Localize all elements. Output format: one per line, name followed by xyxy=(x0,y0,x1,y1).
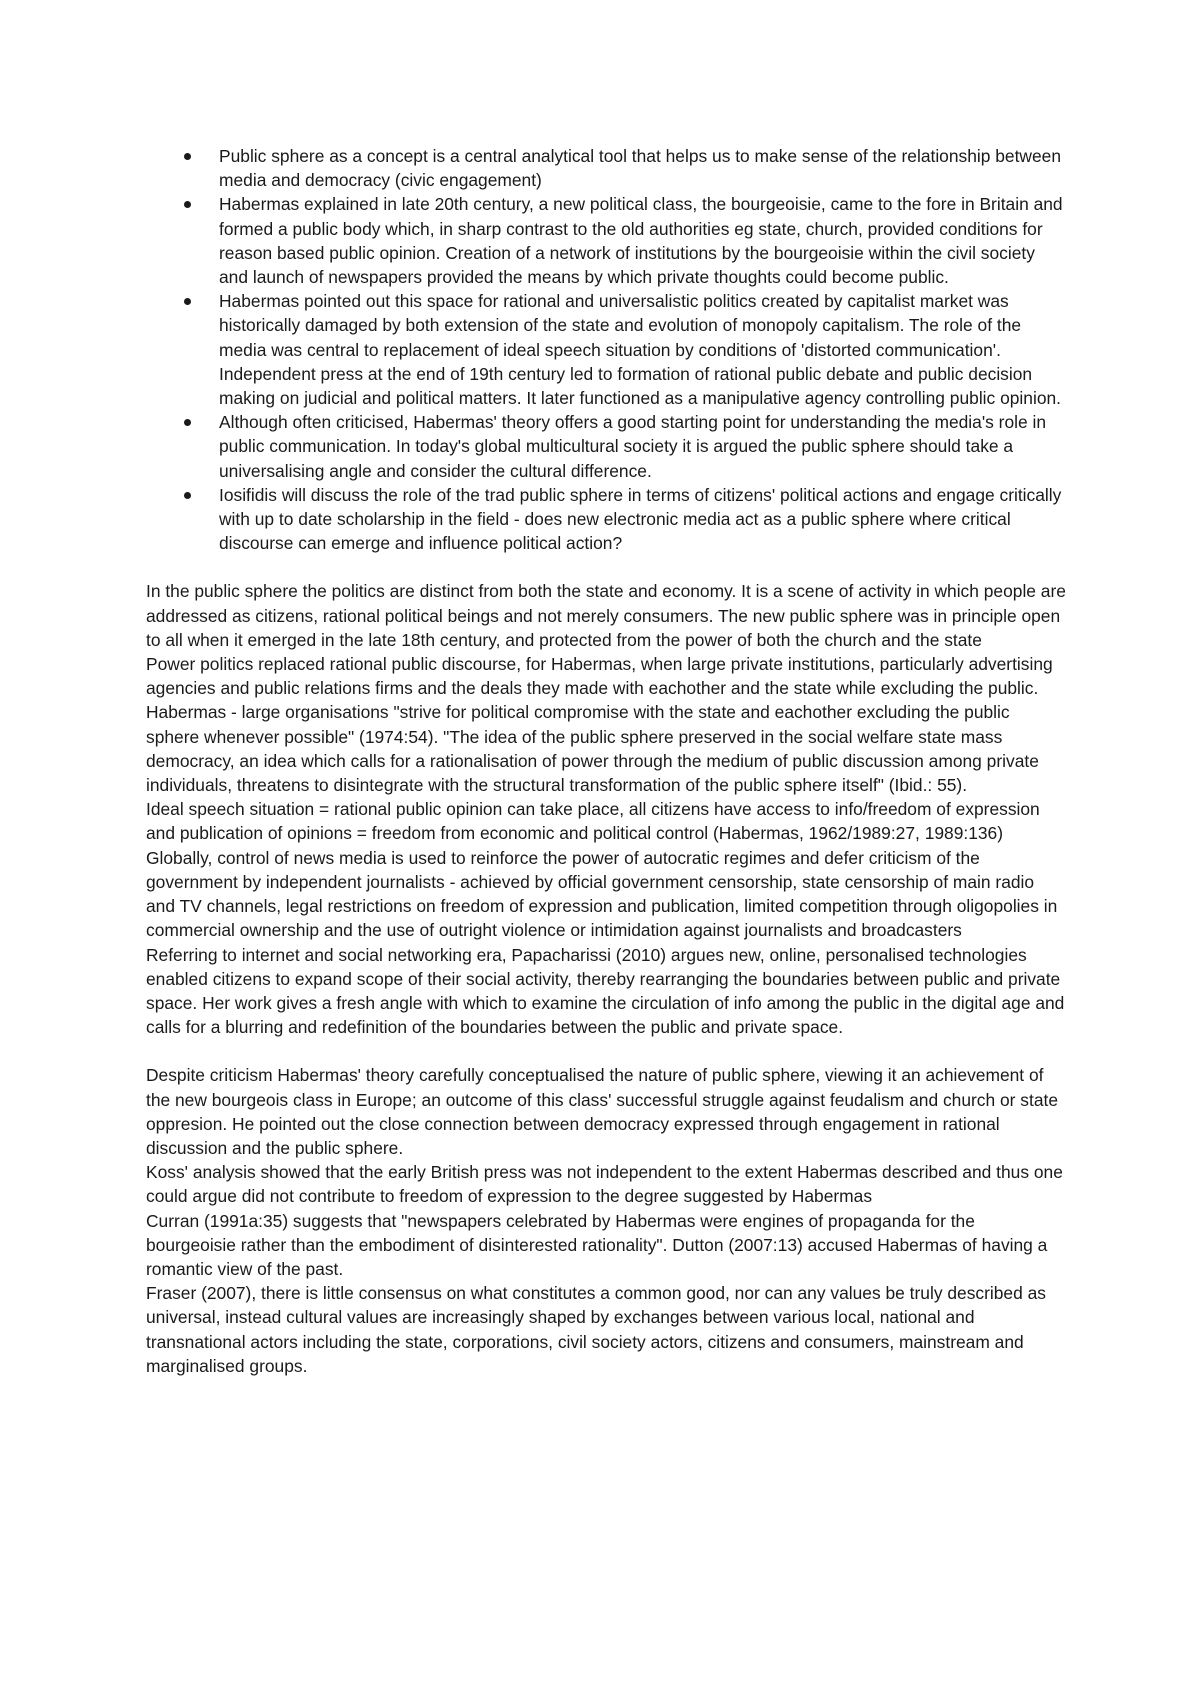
paragraph-koss-analysis: Koss' analysis showed that the early British press was not independent to the extent Habermas described and thus one could argue did not contribute to freedom of expression to the degree suggested by Habermas xyxy=(146,1162,1063,1207)
bullet-item-habermas-bourgeoisie: Habermas explained in late 20th century, a new political class, the bourgeoisie, came to the fore in Britain and formed a public body which, in sharp contrast to the old authorities eg state, church, provided conditions for reason based public opinion. Creation of a network of institutions by the bourgeoisie within the civil society and launch of newspapers provided the means by which private thoughts could become public. xyxy=(219,192,1066,289)
body-section-2 xyxy=(146,1063,1066,1378)
body-section-1 xyxy=(146,579,1066,1039)
bullet-item-public-sphere-concept: Public sphere as a concept is a central analytical tool that helps us to make sense of the relationship between media and democracy (civic engagement) xyxy=(219,144,1066,192)
bullet-list xyxy=(146,144,1066,555)
paragraph-global-news-control: Globally, control of news media is used to reinforce the power of autocratic regimes and defer criticism of the government by independent journalists - achieved by official government censorship, state censorship of main radio and TV channels, legal restrictions on freedom of expression and publication, limited competition through oligopolies in commercial ownership and the use of outright violence or intimidation against journalists and broadcasters xyxy=(146,847,1058,941)
paragraph-papacharissi: Referring to internet and social networking era, Papacharissi (2010) argues new, online, personalised technologies enabled citizens to expand scope of their social activity, thereby rearranging the boundaries between public and private space. Her work gives a fresh angle with which to examine the circulation of info among the public in the digital age and calls for a blurring and redefinition of the boundaries between the public and private space. xyxy=(146,944,1065,1038)
paragraph-public-sphere-politics: In the public sphere the politics are distinct from both the state and economy. It is a scene of activity in which people are addressed as citizens, rational political beings and not merely consumers. The new public sphere was in principle open to all when it emerged in the late 18th century, and protected from the power of both the church and the state xyxy=(146,581,1066,650)
document-page xyxy=(146,144,1066,1378)
paragraph-gap xyxy=(146,555,1066,579)
paragraph-ideal-speech-situation: Ideal speech situation = rational public opinion can take place, all citizens have access to info/freedom of expression and publication of opinions = freedom from economic and political control (Habermas, 1962/1989:27, 1989:136) xyxy=(146,799,1040,844)
bullet-item-rational-politics-damaged: Habermas pointed out this space for rational and universalistic politics created by capitalist market was historically damaged by both extension of the state and evolution of monopoly capitalism. The role of the media was central to replacement of ideal speech situation by conditions of 'distorted communication'. Independent press at the end of 19th century led to formation of rational public debate and public decision making on judicial and political matters. It later functioned as a manipulative agency controlling public opinion. xyxy=(219,289,1066,410)
paragraph-gap xyxy=(146,1039,1066,1063)
paragraph-despite-criticism: Despite criticism Habermas' theory carefully conceptualised the nature of public sphere, viewing it an achievement of the new bourgeois class in Europe; an outcome of this class' successful struggle against feudalism and church or state oppresion. He pointed out the close connection between democracy expressed through engagement in rational discussion and the public sphere. xyxy=(146,1065,1058,1158)
paragraph-fraser: Fraser (2007), there is little consensus on what constitutes a common good, nor can any values be truly described as universal, instead cultural values are increasingly shaped by exchanges between various local, national and transnational actors including the state, corporations, civil society actors, citizens and consumers, mainstream and marginalised groups. xyxy=(146,1283,1046,1376)
paragraph-power-politics: Power politics replaced rational public discourse, for Habermas, when large private institutions, particularly advertising agencies and public relations firms and the deals they made with eachother and the state while excluding the public. Habermas - large organisations "strive for political compromise with the state and eachother excluding the public sphere whenever possible" (1974:54). "The idea of the public sphere preserved in the social welfare state mass democracy, an idea which calls for a rationalisation of power through the medium of public discussion among private individuals, threatens to disintegrate with the structural transformation of the public sphere itself" (Ibid.: 55). xyxy=(146,654,1053,796)
paragraph-curran: Curran (1991a:35) suggests that "newspapers celebrated by Habermas were engines of propaganda for the bourgeoisie rather than the embodiment of disinterested rationality". Dutton (2007:13) accused Habermas of having a romantic view of the past. xyxy=(146,1210,1048,1279)
bullet-item-habermas-theory-criticised: Although often criticised, Habermas' theory offers a good starting point for understanding the media's role in public communication. In today's global multicultural society it is argued the public sphere should take a universalising angle and consider the cultural difference. xyxy=(219,410,1066,483)
bullet-item-iosifidis: Iosifidis will discuss the role of the trad public sphere in terms of citizens' political actions and engage critically with up to date scholarship in the field - does new electronic media act as a public sphere where critical discourse can emerge and influence political action? xyxy=(219,483,1066,556)
